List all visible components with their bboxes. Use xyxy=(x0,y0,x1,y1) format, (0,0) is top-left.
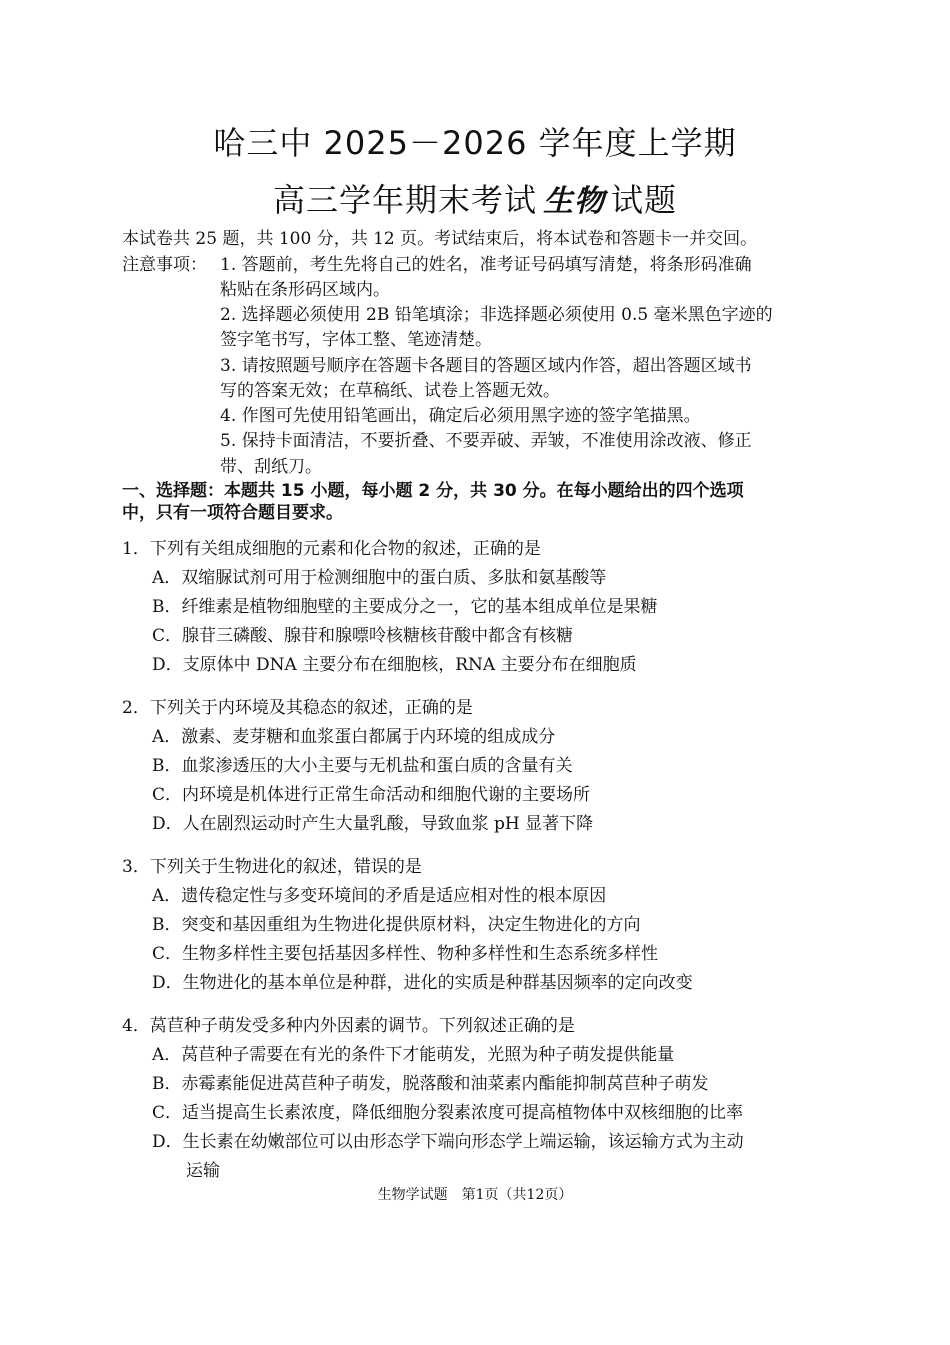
note-line: 5. 保持卡面清洁，不要折叠、不要弄破、弄皱，不准使用涂改液、修正 xyxy=(220,431,752,451)
exam-subject: 生物 xyxy=(543,184,605,219)
question-3-option-b: B．突变和基因重组为生物进化提供原材料，决定生物进化的方向 xyxy=(152,915,641,935)
question-1-option-b: B．纤维素是植物细胞壁的主要成分之一，它的基本组成单位是果糖 xyxy=(152,597,658,617)
note-line: 1. 答题前，考生先将自己的姓名，准考证号码填写清楚，将条形码准确 xyxy=(220,255,752,275)
question-2-option-b: B．血浆渗透压的大小主要与无机盐和蛋白质的含量有关 xyxy=(152,756,573,776)
exam-title-prefix: 高三学年期末考试 xyxy=(272,181,537,219)
question-4-stem: 4．莴苣种子萌发受多种内外因素的调节。下列叙述正确的是 xyxy=(122,1016,575,1036)
question-4-option-c: C．适当提高生长素浓度，降低细胞分裂素浓度可提高植物体中双核细胞的比率 xyxy=(152,1103,744,1123)
question-1-option-c: C．腺苷三磷酸、腺苷和腺嘌呤核糖核苷酸中都含有核糖 xyxy=(152,626,574,646)
question-2-option-a: A．激素、麦芽糖和血浆蛋白都属于内环境的组成成分 xyxy=(152,727,556,747)
question-3-option-a: A．遗传稳定性与多变环境间的矛盾是适应相对性的根本原因 xyxy=(152,886,607,906)
question-1-option-a: A．双缩脲试剂可用于检测细胞中的蛋白质、多肽和氨基酸等 xyxy=(152,568,607,588)
question-3-stem: 3．下列关于生物进化的叙述，错误的是 xyxy=(122,857,422,877)
question-4-option-d: D．生长素在幼嫩部位可以由形态学下端向形态学上端运输，该运输方式为主动 xyxy=(152,1132,744,1152)
notes-label: 注意事项： xyxy=(122,255,207,275)
note-line: 粘贴在条形码区域内。 xyxy=(220,280,390,300)
question-4-option-b: B．赤霉素能促进莴苣种子萌发，脱落酸和油菜素内酯能抑制莴苣种子萌发 xyxy=(152,1074,709,1094)
note-line: 2. 选择题必须使用 2B 铅笔填涂；非选择题必须使用 0.5 毫米黑色字迹的 xyxy=(220,305,773,325)
question-2-option-c: C．内环境是机体进行正常生命活动和细胞代谢的主要场所 xyxy=(152,785,591,805)
note-line: 4. 作图可先使用铅笔画出，确定后必须用黑字迹的签字笔描黑。 xyxy=(220,406,701,426)
note-line: 带、刮纸刀。 xyxy=(220,457,322,477)
section-heading-line2: 中，只有一项符合题目要求。 xyxy=(122,503,343,523)
question-4-option-a: A．莴苣种子需要在有光的条件下才能萌发，光照为种子萌发提供能量 xyxy=(152,1045,675,1065)
question-3-option-c: C．生物多样性主要包括基因多样性、物种多样性和生态系统多样性 xyxy=(152,944,659,964)
exam-title-line2 xyxy=(0,175,950,221)
page-footer: 生物学试题 第1页（共12页） xyxy=(377,1187,573,1203)
question-2-option-d: D．人在剧烈运动时产生大量乳酸，导致血浆 pH 显著下降 xyxy=(152,814,594,834)
question-1-option-d: D．支原体中 DNA 主要分布在细胞核，RNA 主要分布在细胞质 xyxy=(152,655,637,675)
question-2-stem: 2．下列关于内环境及其稳态的叙述，正确的是 xyxy=(122,698,473,718)
question-4-option-d-continuation: 运输 xyxy=(186,1161,220,1181)
question-1-stem: 1．下列有关组成细胞的元素和化合物的叙述，正确的是 xyxy=(122,539,541,559)
note-line: 签字笔书写，字体工整、笔迹清楚。 xyxy=(220,330,492,350)
note-line: 3. 请按照题号顺序在答题卡各题目的答题区域内作答，超出答题区域书 xyxy=(220,356,752,376)
exam-title-suffix: 试题 xyxy=(611,181,678,219)
note-line: 写的答案无效；在草稿纸、试卷上答题无效。 xyxy=(220,381,560,401)
question-3-option-d: D．生物进化的基本单位是种群，进化的实质是种群基因频率的定向改变 xyxy=(152,973,693,993)
exam-intro: 本试卷共 25 题，共 100 分，共 12 页。考试结束后，将本试卷和答题卡一并交回。 xyxy=(122,229,758,249)
exam-title-line1: 哈三中 2025－2026 学年度上学期 xyxy=(213,124,737,162)
section-heading-line1: 一、选择题：本题共 15 小题，每小题 2 分，共 30 分。在每小题给出的四个选项 xyxy=(122,481,744,501)
